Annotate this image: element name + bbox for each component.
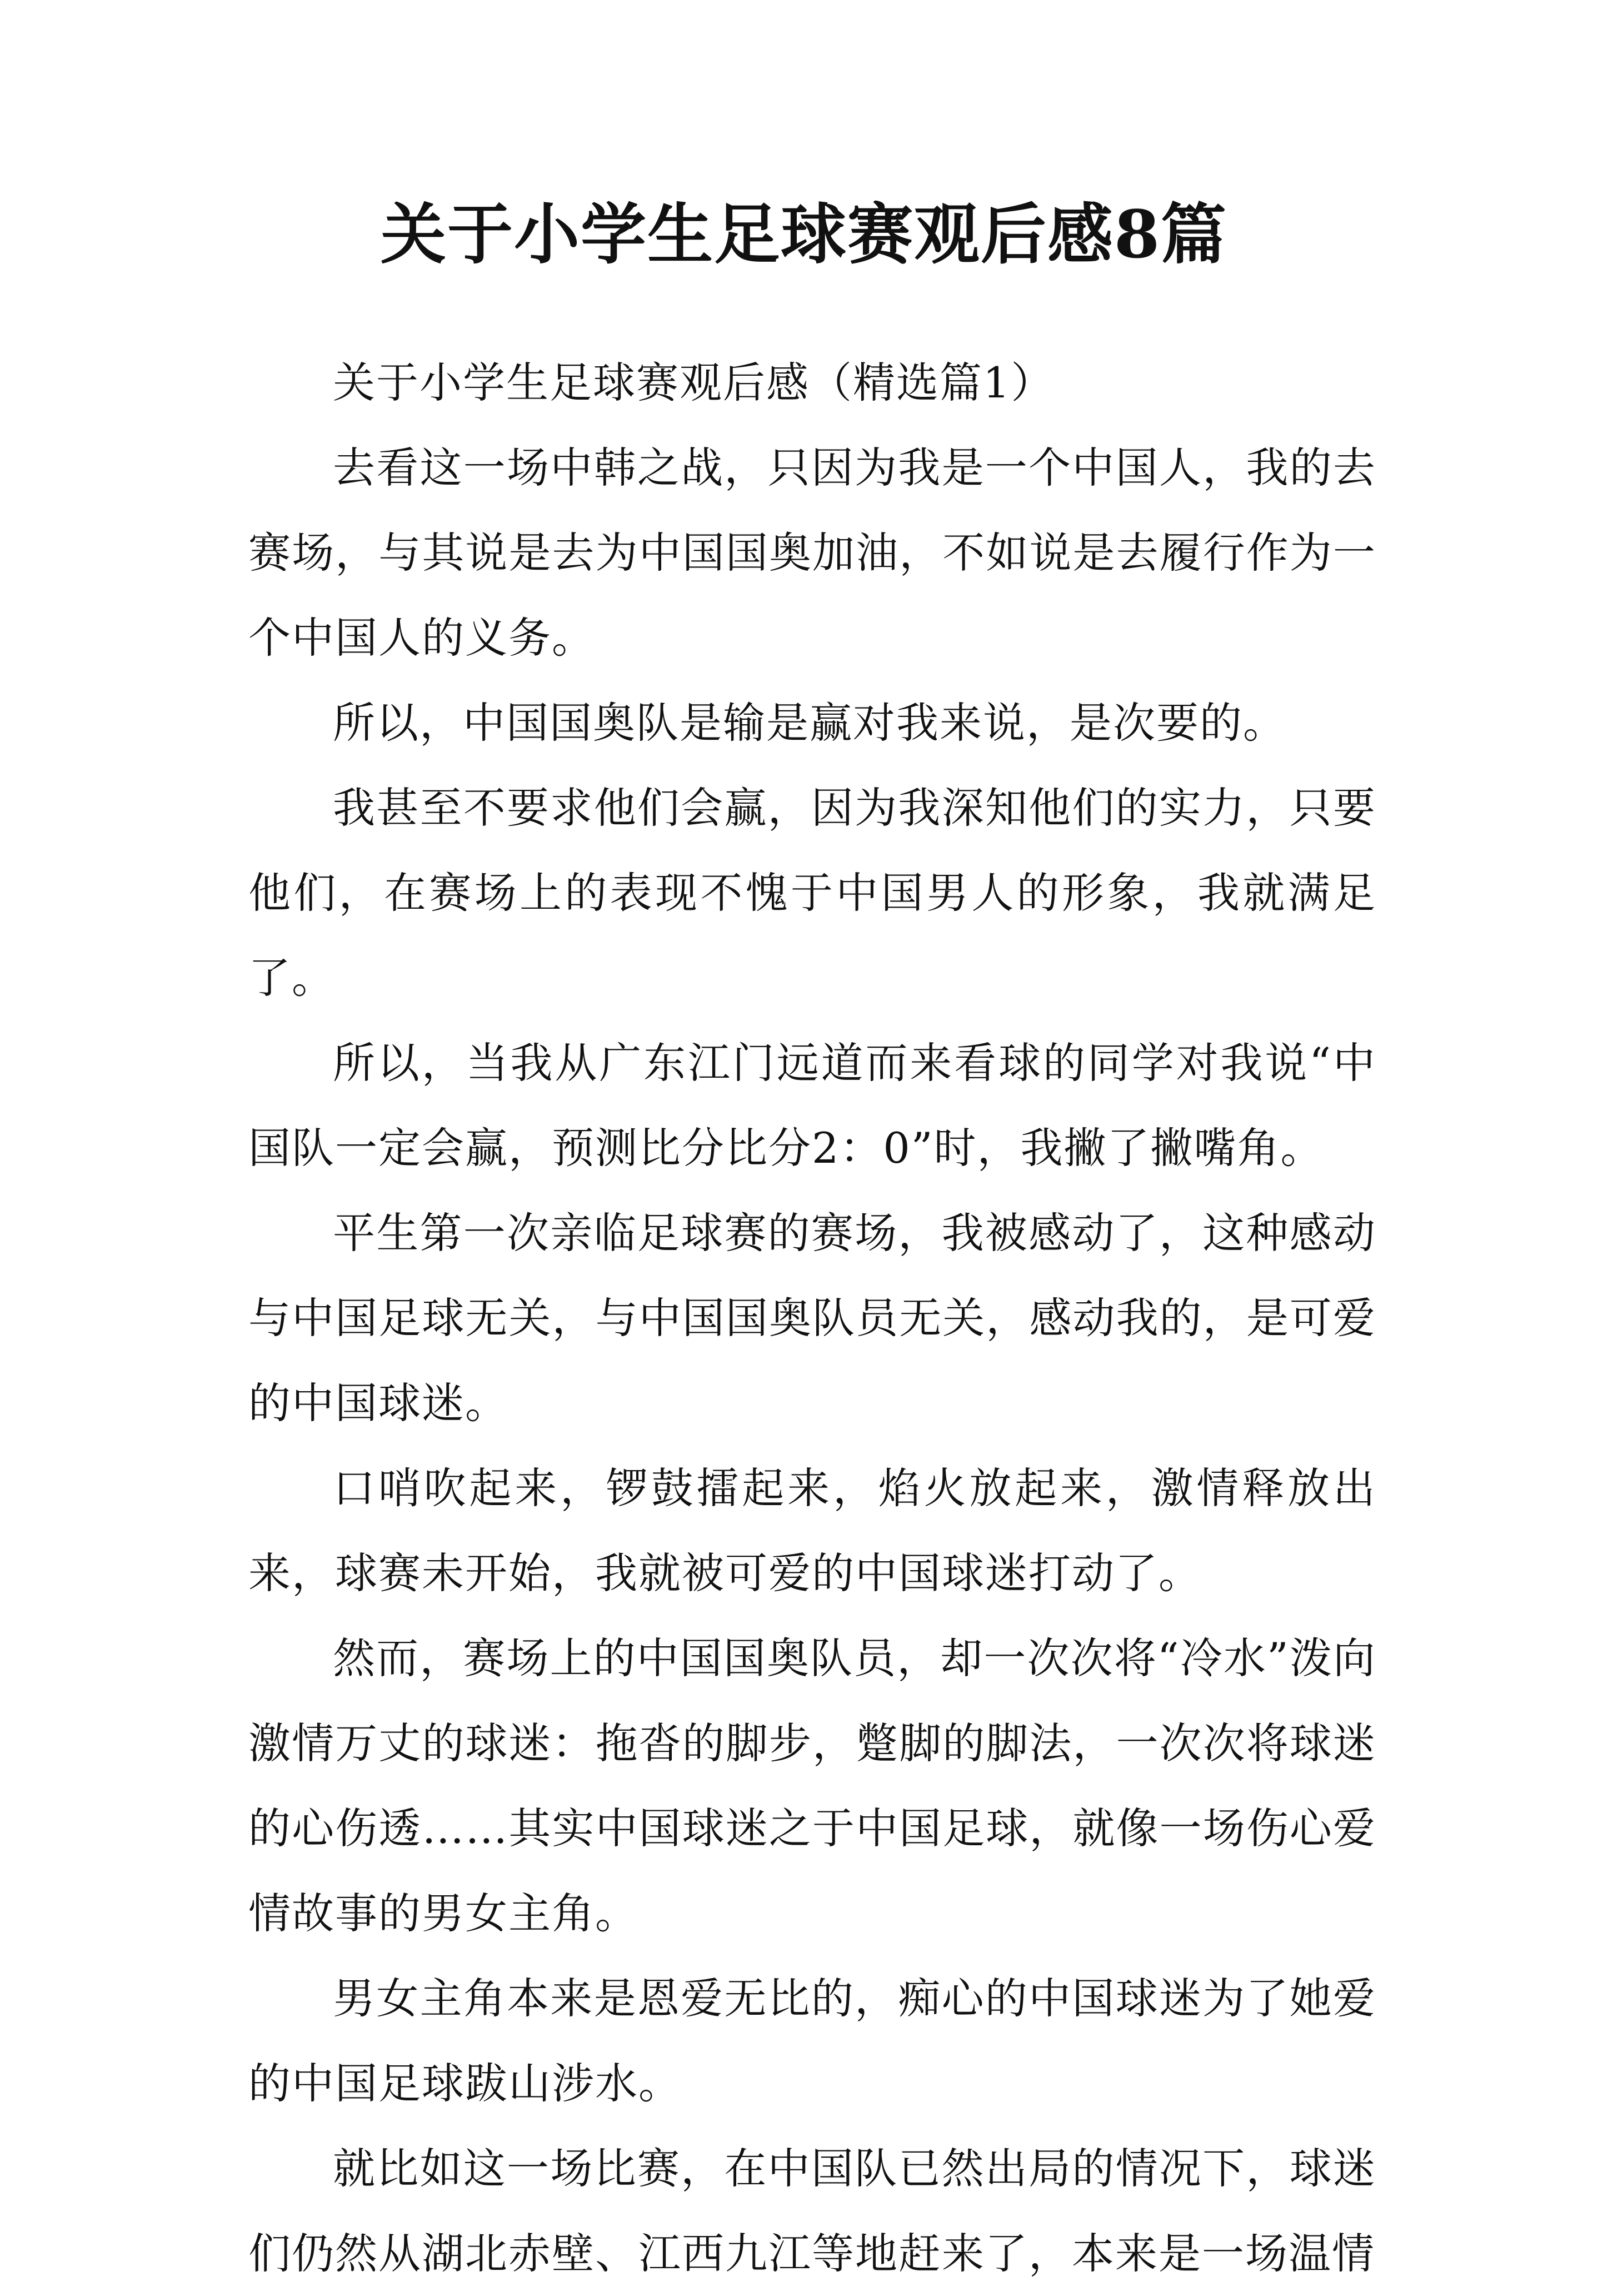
paragraph: 平生第一次亲临足球赛的赛场，我被感动了，这种感动与中国足球无关，与中国国奥队员无关，感动我的，是可爱的中国球迷。 xyxy=(248,1208,1376,1428)
document-title: 关于小学生足球赛观后感8篇 xyxy=(380,196,1228,273)
paragraph: 所以，当我从广东江门远道而来看球的同学对我说“中国队一定会赢，预测比分比分2：0”时，我撇了撇嘴角。 xyxy=(248,1038,1376,1173)
document-body xyxy=(248,340,1376,2296)
paragraph: 然而，赛场上的中国国奥队员，却一次次将“冷水”泼向激情万丈的球迷：拖沓的脚步，蹩脚的脚法，一次次将球迷的心伤透……其实中国球迷之于中国足球，就像一场伤心爱情故事的男女主角。 xyxy=(248,1633,1376,1938)
paragraph: 就比如这一场比赛，在中国队已然出局的情况下，球迷们仍然从湖北赤壁、江西九江等地赶来了，本来是一场温情 xyxy=(248,2144,1376,2278)
paragraph: 男女主角本来是恩爱无比的，痴心的中国球迷为了她爱的中国足球跋山涉水。 xyxy=(248,1974,1376,2108)
section-heading: 关于小学生足球赛观后感（精选篇1） xyxy=(333,358,1055,407)
paragraph: 所以，中国国奥队是输是赢对我来说，是次要的。 xyxy=(333,698,1286,748)
paragraph: 口哨吹起来，锣鼓擂起来，焰火放起来，激情释放出来，球赛未开始，我就被可爱的中国球迷打动了。 xyxy=(248,1463,1376,1598)
paragraph: 去看这一场中韩之战，只因为我是一个中国人，我的去赛场，与其说是去为中国国奥加油，不如说是去履行作为一个中国人的义务。 xyxy=(248,443,1376,663)
paragraph: 我甚至不要求他们会赢，因为我深知他们的实力，只要他们，在赛场上的表现不愧于中国男人的形象，我就满足了。 xyxy=(248,783,1376,1003)
